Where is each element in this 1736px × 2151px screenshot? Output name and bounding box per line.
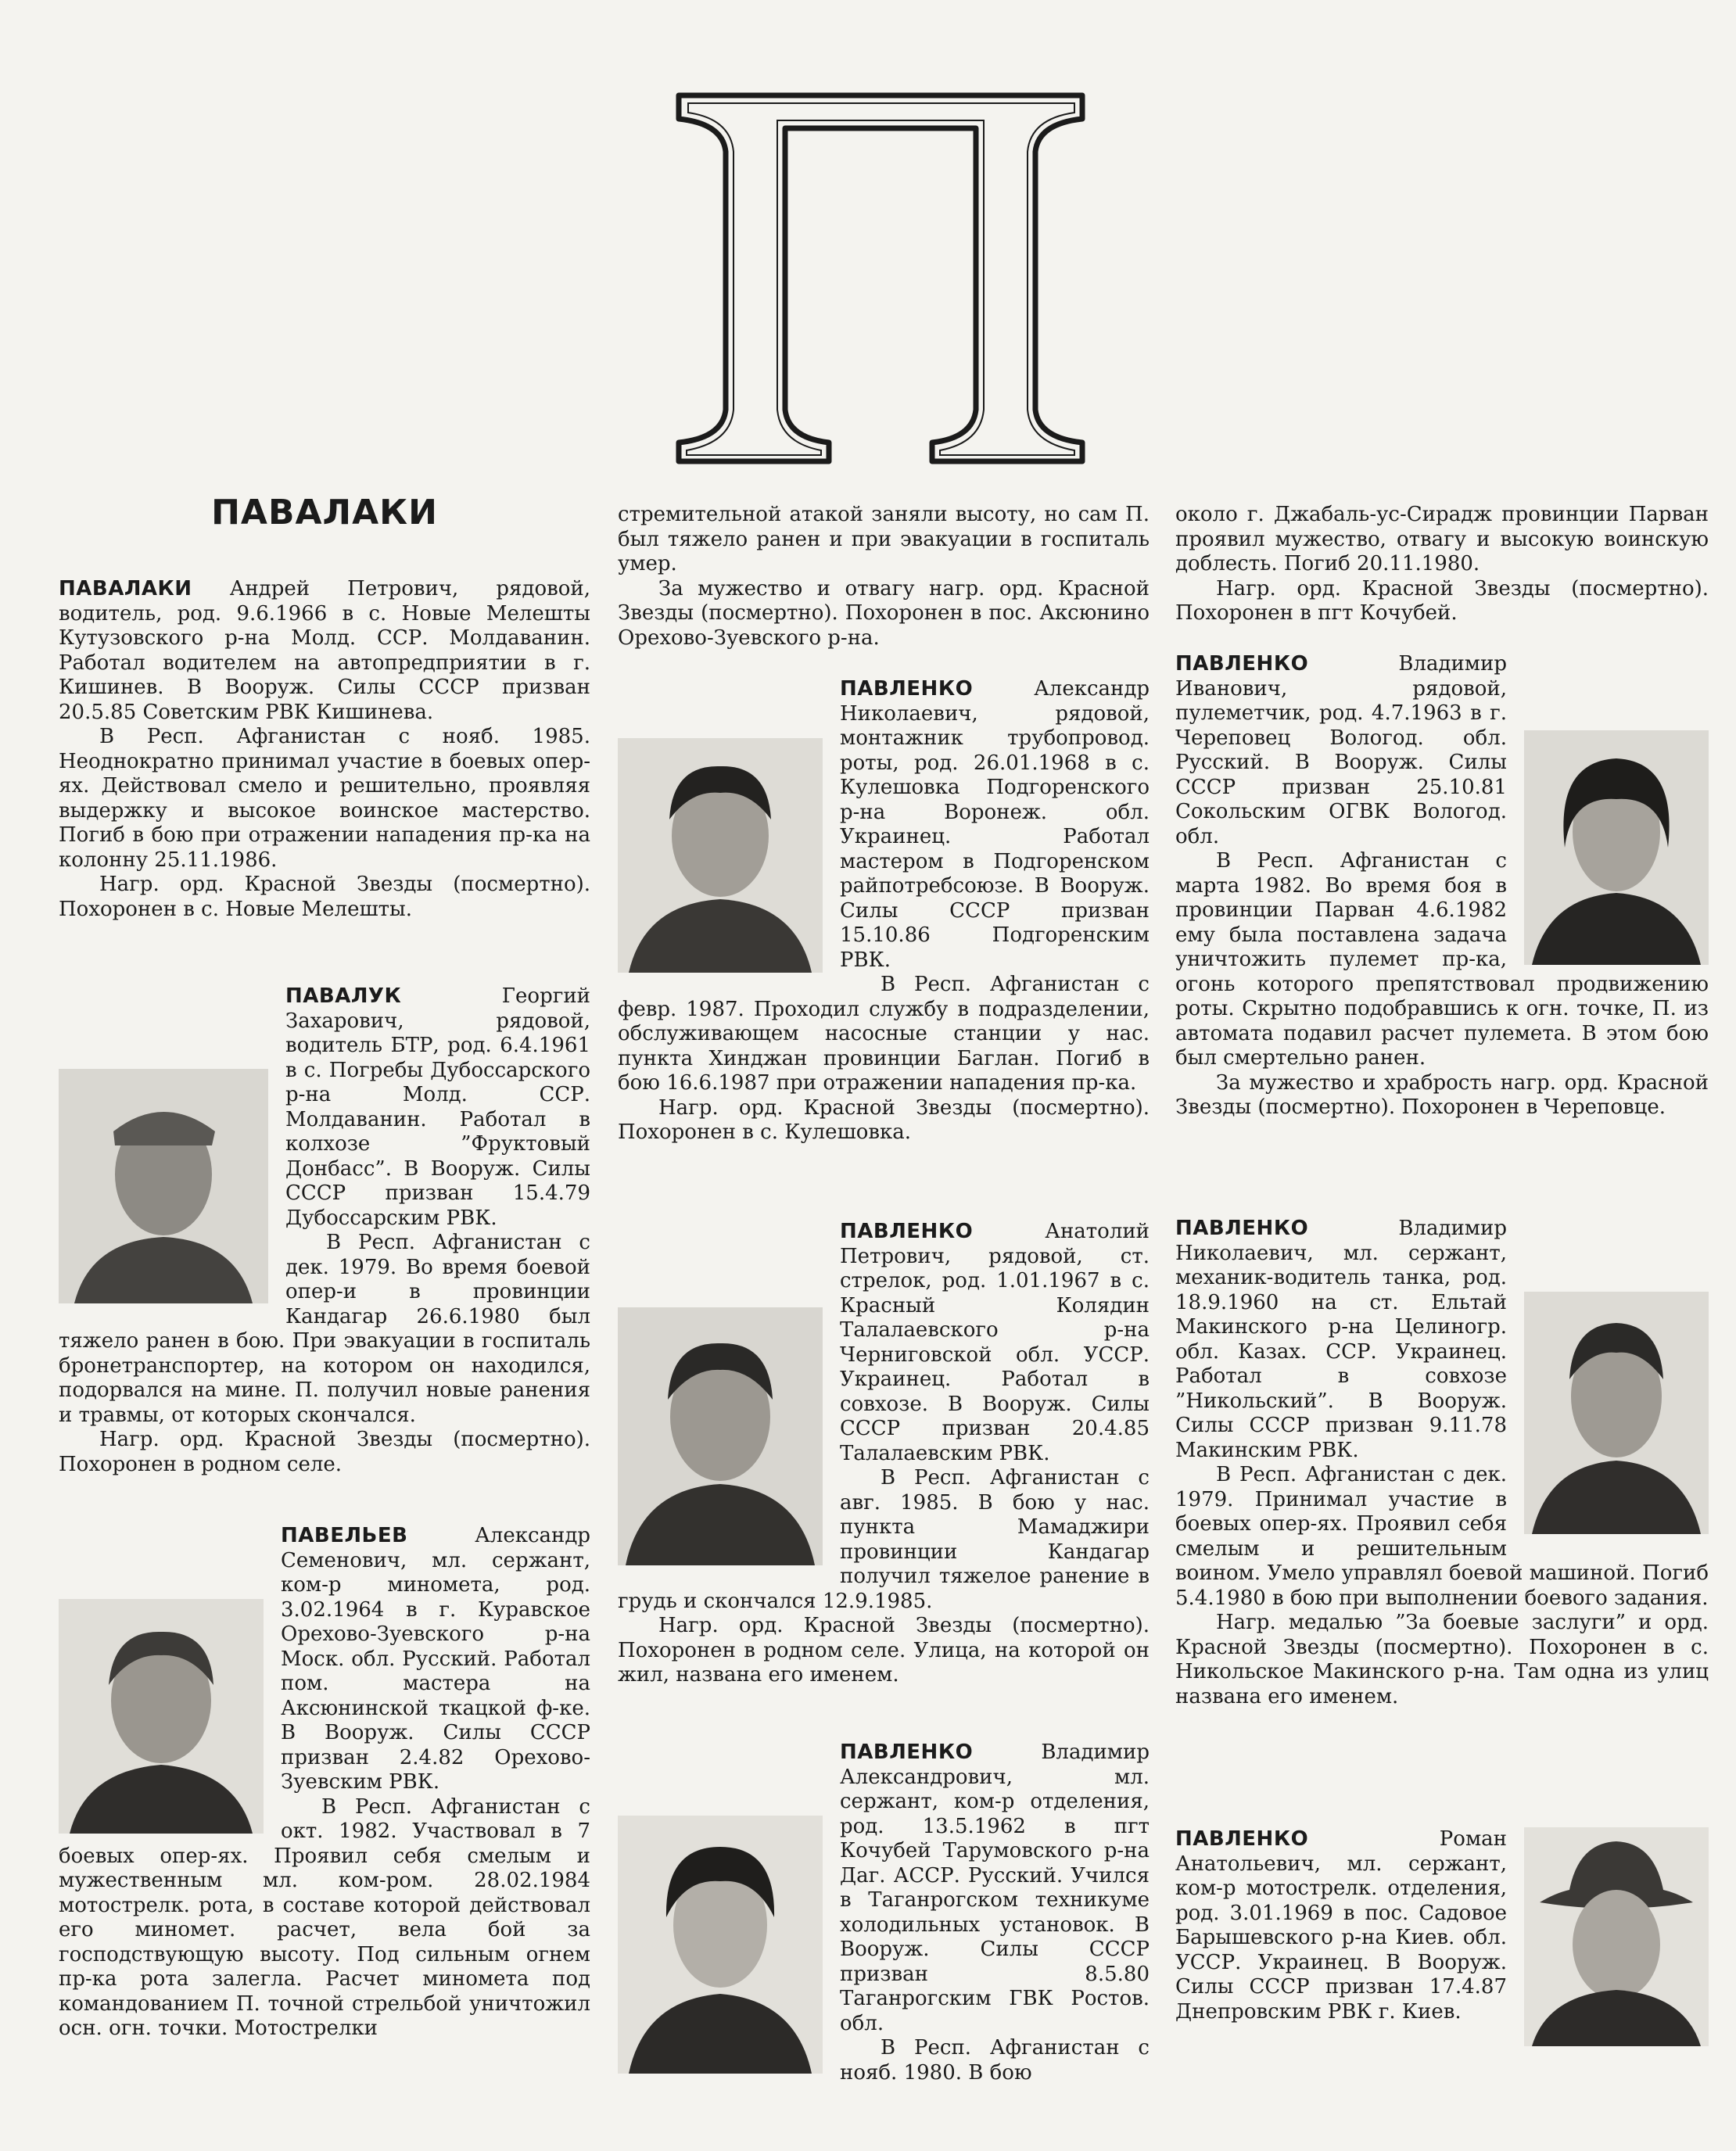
entry-surname: ПАВАЛАКИ [59, 577, 192, 600]
entry-lead: Анатолий Петрович, рядовой, ст. стрелок, род. 1.01.1967 в с. Красный Колядин Талалаевского р-на Черниговской обл. УССР. Украинец. Работал в совхозе. В Вооруж. Силы СССР призван 20.4.85 Талалаевским РВК. [840, 1220, 1150, 1465]
entry-surname: ПАВАЛУК [285, 984, 402, 1008]
entry-pavlenko-anatoly [618, 1220, 1150, 1688]
entry-pavlenko-roman [1175, 1827, 1709, 2051]
entry-text: Нагр. орд. Красной Звезды (посмертно). Похоронен в пгт Кочубей. [1175, 576, 1709, 625]
entry-text: Нагр. орд. Красной Звезды (посмертно). Похоронен в родном селе. Улица, на которой он жил, названа его именем. [618, 1614, 1150, 1687]
entry-pavlenko-alexander [618, 677, 1150, 1145]
entry-surname: ПАВЛЕНКО [840, 1220, 974, 1243]
entry-lead: Владимир Александрович, мл. сержант, ком-р отделения, род. 13.5.1962 в пгт Кочубей Тарумовского р-на Даг. АССР. Русский. Учился в Таганрогском техникуме холодильных установок. В Вооруж. Силы СССР призван 8.5.80 Таганрогским ГВК Ростов. обл. [840, 1741, 1150, 2035]
portrait-photo-icon [618, 1307, 823, 1565]
entry-pavlenko-vladimir-n [1175, 1217, 1709, 1709]
entry-text: В Респ. Афганистан с авг. 1985. В бою у нас. пункта Мамаджири провинции Кандагар получил тяжелое ранение в грудь и скончался 12.9.1985. [618, 1466, 1150, 1613]
entry-pavlenko-vladimir-a [618, 1741, 1150, 2085]
entry-text: около г. Джабаль-ус-Сирадж провинции Парван проявил мужество, отвагу и высокую воинскую доблесть. Погиб 20.11.1980. [1175, 503, 1709, 575]
portrait-photo [59, 1069, 268, 1303]
entry-text: В Респ. Афганистан с марта 1982. Во время боя в провинции Парван 4.6.1982 ему была поставлена задача уничтожить пулемет пр-ка, огонь которого препятствовал продвижению роты. Скрытно подобравшись к огн. точке, П. из автомата подавил расчет пулемета. В этом бою был смертельно ранен. [1175, 849, 1709, 1070]
entry-pavalaki [59, 577, 590, 922]
entry-lead: Роман Анатольевич, мл. сержант, ком-р мотострелк. отделения, род. 3.01.1969 в пос. Садовое Барышевского р-на Киев. обл. УССР. Украинец. В Вооруж. Силы СССР призван 17.4.87 Днепровским РВК г. Киев. [1175, 1827, 1507, 2024]
portrait-photo [618, 1307, 823, 1565]
entry-lead: Георгий Захарович, рядовой, водитель БТР, род. 6.4.1961 в с. Погребы Дубоссарского р-на Молд. ССР. Молдаванин. Работал в колхозе ”Фруктовый Донбасс”. В Вооруж. Силы СССР призван 15.4.79 Дубоссарским РВК. [285, 984, 590, 1230]
entry-pavlenko-vladimir-a-continued [1175, 503, 1709, 626]
entry-paveliev [59, 1524, 590, 2042]
portrait-photo [618, 1816, 823, 2074]
portrait-photo [1524, 1827, 1709, 2046]
entry-text: За мужество и отвагу нагр. орд. Красной Звезды (посмертно). Похоронен в пос. Аксюнино Орехово-Зуевского р-на. [618, 576, 1150, 650]
portrait-photo-icon [1524, 1827, 1709, 2046]
portrait-photo [1524, 1292, 1709, 1534]
entry-text: В Респ. Афганистан с окт. 1982. Участвовал в 7 боевых опер-ях. Проявил себя смелым и мужественным мл. ком-ром. 28.02.1984 мотострелк. рота, в составе которой действовал его миномет. расчет, вела бой за господствующую высоту. Под сильным огнем пр-ка рота залегла. Расчет миномета под командованием П. точной стрельбой уничтожил осн. огн. точки. Мотострелки [59, 1794, 590, 2040]
entry-text: В Респ. Афганистан с нояб. 1980. В бою [840, 2036, 1150, 2085]
portrait-photo-icon [1524, 1292, 1709, 1534]
entry-text: стремительной атакой заняли высоту, но сам П. был тяжело ранен и при эвакуации в госпиталь умер. [618, 503, 1150, 575]
entry-text: В Респ. Афганистан с дек. 1979. Во время боевой опер-и в провинции Кандагар 26.6.1980 был тяжело ранен в бою. При эвакуации в госпиталь бронетранспортер, на котором он находился, подорвался на мине. П. получил новые ранения и травмы, от которых скончался. [59, 1231, 590, 1427]
entry-surname: ПАВЛЕНКО [1175, 652, 1309, 676]
entry-lead: Владимир Николаевич, мл. сержант, механик-водитель танка, род. 18.9.1960 на ст. Ельтай Макинского р-на Целиногр. обл. Казах. ССР. Украинец. Работал в совхозе ”Никольский”. В Вооруж. Силы СССР призван 9.11.78 Макинским РВК. [1175, 1217, 1507, 1462]
entry-text: В Респ. Афганистан с дек. 1979. Принимал участие в боевых опер-ях. Проявил себя смелым и решительным воином. Умело управлял боевой машиной. Погиб 5.4.1980 в бою при выполнении боевого задания. [1175, 1463, 1709, 1610]
entry-surname: ПАВЛЕНКО [1175, 1217, 1309, 1240]
entry-text: Нагр. орд. Красной Звезды (посмертно). Похоронен в с. Кулешовка. [618, 1095, 1150, 1144]
entry-text: В Респ. Афганистан с февр. 1987. Проходил службу в подразделении, обслуживающем насосные станции у нас. пункта Хинджан провинции Баглан. Погиб в бою 16.6.1987 при отражении нападения пр-ка. [618, 973, 1150, 1095]
portrait-photo-icon [618, 1816, 823, 2074]
portrait-photo [59, 1599, 264, 1834]
entry-paveliev-continued [618, 503, 1150, 651]
portrait-photo-icon [618, 738, 823, 973]
entry-lead: Андрей Петрович, рядовой, водитель, род. 9.6.1966 в с. Новые Мелешты Кутузовского р-на Молд. ССР. Молдаванин. Работал водителем на автопредприятии в г. Кишинев. В Вооруж. Силы СССР призван 20.5.85 Советским РВК Кишинева. [59, 577, 590, 724]
entry-text: Нагр. орд. Красной Звезды (посмертно). Похоронен в с. Новые Мелешты. [59, 873, 590, 921]
portrait-photo-icon [1524, 730, 1709, 965]
entry-lead: Александр Николаевич, рядовой, монтажник трубопровод. роты, род. 26.01.1968 в с. Кулешовка Подгоренского р-на Воронеж. обл. Украинец. Работал мастером в Подгоренском райпотребсоюзе. В Вооруж. Силы СССР призван 15.10.86 Подгоренским РВК. [840, 677, 1150, 972]
portrait-photo-icon [59, 1069, 268, 1303]
entry-pavlenko-vladimir-i [1175, 652, 1709, 1120]
entry-text: В Респ. Афганистан с нояб. 1985. Неоднократно принимал участие в боевых опер-ях. Действовал смело и решительно, проявляя выдержку и высокое воинское мастерство. Погиб в бою при отражении нападения пр-ка на колонну 25.11.1986. [59, 725, 590, 872]
entry-surname: ПАВЛЕНКО [840, 677, 974, 701]
entry-surname: ПАВЛЕНКО [1175, 1827, 1309, 1851]
entry-pavaluk [59, 984, 590, 1477]
portrait-photo [1524, 730, 1709, 965]
entry-text: Нагр. медалью ”За боевые заслуги” и орд. Красной Звезды (посмертно). Похоронен в с. Никольское Макинского р-на. Там одна из улиц названа его именем. [1175, 1611, 1709, 1708]
entry-text: За мужество и храбрость нагр. орд. Красной Звезды (посмертно). Похоронен в Череповце. [1175, 1070, 1709, 1119]
entry-lead: Владимир Иванович, рядовой, пулеметчик, род. 4.7.1963 в г. Череповец Вологод. обл. Русский. В Вооруж. Силы СССР призван 25.10.81 Сокольским ОГВК Вологод. обл. [1175, 652, 1507, 848]
entry-surname: ПАВЕЛЬЕВ [281, 1524, 408, 1547]
entry-lead: Александр Семенович, мл. сержант, ком-р миномета, род. 3.02.1964 в г. Куравское Орехово-Зуевского р-на Моск. обл. Русский. Работал пом. мастера на Аксюнинской ткацкой ф-ке. В Вооруж. Силы СССР призван 2.4.82 Орехово-Зуевским РВК. [281, 1524, 590, 1794]
entry-surname: ПАВЛЕНКО [840, 1741, 974, 1764]
section-title: ПАВАЛАКИ [211, 493, 438, 532]
portrait-photo-icon [59, 1599, 264, 1834]
big-initial-letter [671, 92, 1090, 464]
entry-text: Нагр. орд. Красной Звезды (посмертно). Похоронен в родном селе. [59, 1428, 590, 1476]
portrait-photo [618, 738, 823, 973]
